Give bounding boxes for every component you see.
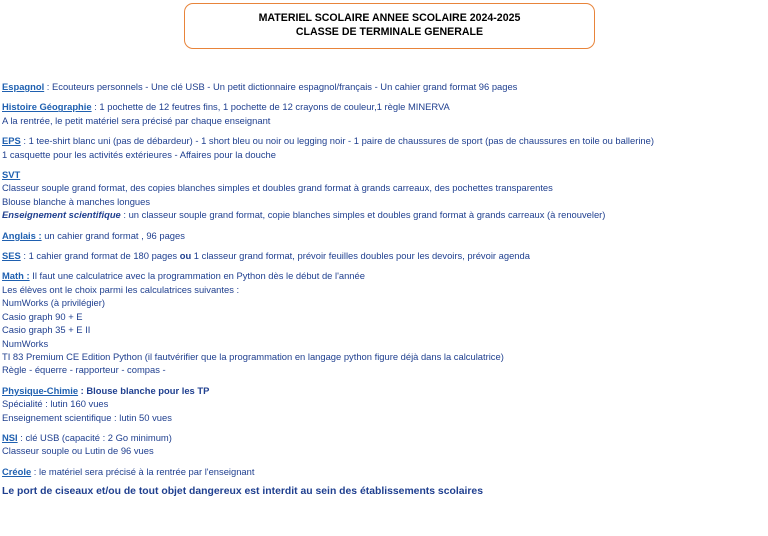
- nsi-line: [2, 431, 766, 444]
- section-anglais: [2, 229, 766, 242]
- enseignement-scientifique-line: [2, 208, 766, 221]
- enseignement-scientifique-label: Enseignement scientifique: [2, 209, 121, 221]
- nsi-heading: NSI: [2, 431, 18, 443]
- math-line-4: Casio graph 35 + E II: [2, 324, 91, 336]
- math-line: [2, 269, 766, 282]
- title-box: [184, 3, 595, 49]
- math-line-5: NumWorks: [2, 337, 49, 349]
- anglais-text: un cahier grand format , 96 pages: [41, 229, 185, 241]
- math-line-1: Les élèves ont le choix parmi les calculatrices suivantes :: [2, 283, 240, 295]
- physique-text: : Blouse blanche pour les TP: [78, 384, 210, 396]
- math-line-7: Règle - équerre - rapporteur - compas -: [2, 364, 166, 376]
- espagnol-text: : Ecouteurs personnels - Une clé USB - Un petit dictionnaire espagnol/français - Un cahier grand format 96 pages: [44, 81, 518, 92]
- anglais-line: [2, 229, 766, 242]
- histoire-line-2: A la rentrée, le petit matériel sera précisé par chaque enseignant: [2, 114, 271, 126]
- ses-line: [2, 249, 766, 262]
- ses-text-a: : 1 cahier grand format de 180 pages: [20, 250, 180, 262]
- ses-heading: SES: [2, 250, 21, 262]
- physique-heading: Physique-Chimie: [2, 384, 79, 396]
- section-math: [2, 269, 766, 376]
- eps-heading: EPS: [2, 135, 21, 147]
- creole-heading: Créole: [2, 465, 32, 477]
- nsi-text: : clé USB (capacité : 2 Go minimum): [17, 431, 172, 443]
- nsi-line-2: Classeur souple ou Lutin de 96 vues: [2, 445, 154, 457]
- histoire-text: : 1 pochette de 12 feutres fins, 1 pochette de 12 crayons de couleur,1 règle MINERVA: [91, 101, 450, 113]
- eps-line: [2, 134, 766, 147]
- section-creole: [2, 465, 766, 478]
- math-text: Il faut une calculatrice avec la programmation en Python dès le début de l'année: [29, 270, 365, 282]
- physique-line-1: Spécialité : lutin 160 vues: [2, 398, 109, 410]
- histoire-heading: Histoire Géographie: [2, 101, 92, 113]
- supply-list: [2, 80, 766, 499]
- svt-heading: SVT: [2, 169, 21, 181]
- math-line-2: NumWorks (à privilégier): [2, 297, 105, 309]
- section-espagnol: [2, 80, 766, 93]
- espagnol-heading: Espagnol: [2, 81, 45, 92]
- histoire-line: [2, 100, 766, 113]
- physique-line-2: Enseignement scientifique : lutin 50 vues: [2, 411, 172, 423]
- enseignement-scientifique-text: : un classeur souple grand format, copie blanches simples et doubles grand format à grands carreaux (à renouveler): [120, 209, 606, 221]
- eps-text: : 1 tee-shirt blanc uni (pas de débardeur) - 1 short bleu ou noir ou legging noir - 1 paire de chaussures de sport (pas de chaussures en toile ou ballerine): [20, 135, 654, 147]
- espagnol-line: [2, 80, 766, 93]
- section-histoire-geographie: [2, 100, 766, 127]
- section-eps: [2, 134, 766, 161]
- eps-line-2: 1 casquette pour les activités extérieures - Affaires pour la douche: [2, 148, 276, 160]
- ses-text-b: 1 classeur grand format, prévoir feuilles doubles pour les devoirs, prévoir agenda: [191, 250, 530, 262]
- physique-line: [2, 384, 766, 397]
- document-subtitle: CLASSE DE TERMINALE GENERALE: [295, 25, 484, 38]
- ses-or: ou: [179, 250, 192, 262]
- creole-line: [2, 465, 766, 478]
- document-title: MATERIEL SCOLAIRE ANNEE SCOLAIRE 2024-2025: [258, 12, 521, 24]
- math-line-3: Casio graph 90 + E: [2, 310, 83, 322]
- section-ses: [2, 249, 766, 262]
- section-nsi: [2, 431, 766, 458]
- svt-line-1: Classeur souple grand format, des copies blanches simples et doubles grand format à grands carreaux, des pochettes transparentes: [2, 182, 553, 194]
- math-line-6: TI 83 Premium CE Edition Python (il fautvérifier que la programmation en langage python figure déjà dans la calculatrice): [2, 350, 504, 362]
- math-heading: Math :: [2, 270, 30, 282]
- section-physique-chimie: [2, 384, 766, 424]
- creole-text: : le matériel sera précisé à la rentrée par l'enseignant: [31, 465, 255, 477]
- svt-line-2: Blouse blanche à manches longues: [2, 195, 151, 207]
- anglais-heading: Anglais :: [2, 229, 42, 241]
- section-svt: [2, 168, 766, 222]
- safety-notice: Le port de ciseaux et/ou de tout objet dangereux est interdit au sein des établissements scolaires: [2, 486, 483, 498]
